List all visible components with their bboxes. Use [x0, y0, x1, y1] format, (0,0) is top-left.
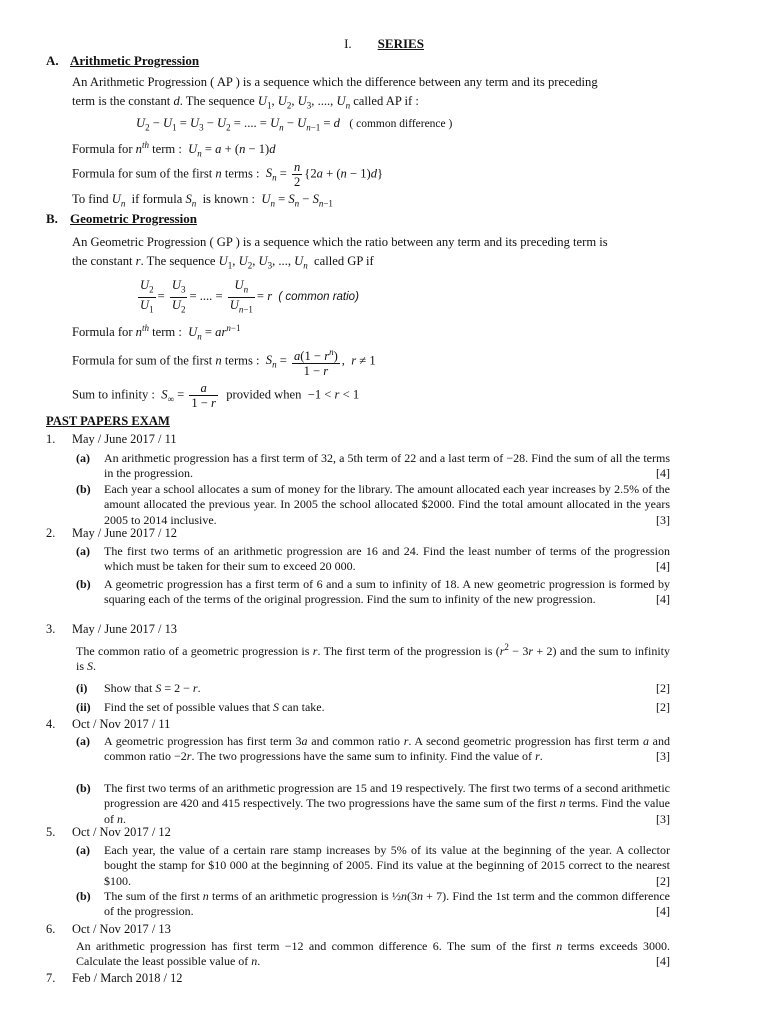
ap-difference-equation: $U_2 - U_1 = U_3 - U_2$ = .... = $U_n - U_{n-1} = d$ ( common difference ) [136, 116, 453, 133]
question-4-header: 4. Oct / Nov 2017 / 11 [46, 717, 171, 731]
q5-part-b: (b) The sum of the first n terms of an arithmetic progression is ½n(3n + 7). Find the 1st term and the common difference of the progression. [4] [76, 889, 670, 919]
q2-part-a: (a) The first two terms of an arithmetic progression are 16 and 24. Find the least number of terms of the progression which must be taken for their sum to exceed 20 000. [4] [76, 544, 670, 574]
question-1-header: 1. May / June 2017 / 11 [46, 432, 177, 446]
section-b-heading: B. Geometric Progression [46, 211, 197, 226]
gp-sum-formula: Formula for sum of the first n terms : $S_n$ = $\frac{a(1 - r^n)}{1 - r}$ , r ≠ 1 [72, 347, 376, 379]
gp-intro [72, 233, 722, 276]
ap-intro-line-2: term is the constant d. The sequence $U_1$, $U_2$, $U_3$, ...., $U_n$ called AP if : [72, 94, 419, 111]
title-text: SERIES [377, 36, 424, 51]
page-title [0, 36, 768, 52]
question-3-header: 3. May / June 2017 / 13 [46, 622, 177, 636]
q3-part-ii: (ii) Find the set of possible values that S can take. [2] [76, 700, 670, 714]
q3-part-i: (i) Show that S = 2 − r. [2] [76, 681, 670, 695]
q4-part-b: (b) The first two terms of an arithmetic progression are 15 and 19 respectively. The first two terms of a second arithmetic progression are 420 and 415 respectively. The two progressions have the same sum of the first n terms. Find the value of n. [3] [76, 781, 670, 826]
q6-stem: An arithmetic progression has first term −12 and common difference 6. The sum of the first n terms exceeds 3000. Calculate the least possible value of n. [4] [76, 939, 671, 969]
gp-nth-term: Formula for $n^{th}$ term : $U_n = ar^{n-1}$ [72, 323, 241, 342]
ap-intro [72, 73, 722, 116]
ap-nth-term: Formula for $n^{th}$ term : $U_n = a + (n - 1)d$ [72, 140, 276, 159]
ap-find-un: To find $U_n$ if formula $S_n$ is known : $U_n = S_n - S_{n-1}$ [72, 192, 333, 209]
ap-intro-line-1: An Arithmetic Progression ( AP ) is a sequence which the difference between any term and its preceding [72, 75, 598, 89]
question-7-header: 7. Feb / March 2018 / 12 [46, 971, 183, 985]
question-5-header: 5. Oct / Nov 2017 / 12 [46, 825, 171, 839]
q5-part-a: (a) Each year, the value of a certain rare stamp increases by 5% of its value at the beginning of the year. A collector bought the stamp for $10 000 at the beginning of 2005. Find its value at the beginning of 2015 correct to the nearest $100. [2] [76, 843, 670, 888]
q2-part-b: (b) A geometric progression has a first term of 6 and a sum to infinity of 18. A new geometric progression is formed by squaring each of the terms of the original progression. Find the sum to infinity of the new progression. [4] [76, 577, 670, 607]
q1-part-a: (a) An arithmetic progression has a first term of 32, a 5th term of 22 and a last term of −28. Find the sum of all the terms in the progression. [4] [76, 451, 670, 481]
ap-difference-note: ( common difference ) [349, 118, 453, 130]
question-6-header: 6. Oct / Nov 2017 / 13 [46, 922, 171, 936]
title-number: I. [344, 36, 352, 51]
q4-part-a: (a) A geometric progression has first term 3a and common ratio r. A second geometric progression has first term a and common ratio −2r. The two progressions have the same sum to infinity. Find the value of r. [3] [76, 734, 671, 764]
section-a-heading: A. Arithmetic Progression [46, 53, 200, 68]
question-2-header: 2. May / June 2017 / 12 [46, 526, 177, 540]
gp-ratio-equation: $\frac{U_2}{U_1}$ = $\frac{U_3}{U_2}$ = .... = $\frac{U_n}{U_{n-1}}$ = r ( common ratio) [140, 278, 359, 315]
gp-sum-to-infinity: Sum to infinity : $S_\infty$ = $\frac{a}{1 - r}$ provided when −1 < r < 1 [72, 381, 360, 410]
past-papers-heading: PAST PAPERS EXAM [46, 414, 170, 428]
q3-stem: The common ratio of a geometric progression is r. The first term of the progression is $(r^2 - 3r + 2)$ and the sum to infinity is S. [76, 642, 670, 674]
ap-sum-formula: Formula for sum of the first n terms : $S_n$ = $\frac{n}{2}$ {2a + (n − 1)d} [72, 160, 384, 189]
gp-intro-line-2: the constant r. The sequence $U_1$, $U_2$, $U_3$, ..., $U_n$ called GP if [72, 254, 374, 271]
gp-intro-line-1: An Geometric Progression ( GP ) is a sequence which the ratio between any term and its preceding term is [72, 235, 608, 249]
gp-ratio-note: ( common ratio) [278, 290, 359, 303]
q1-part-b: (b) Each year a school allocates a sum of money for the library. The amount allocated each year increases by 2.5% of the amount allocated the previous year. In 2005 the school allocated $2000. Find the total amount allocated in the years 2005 to 2014 inclusive. [3] [76, 482, 670, 527]
